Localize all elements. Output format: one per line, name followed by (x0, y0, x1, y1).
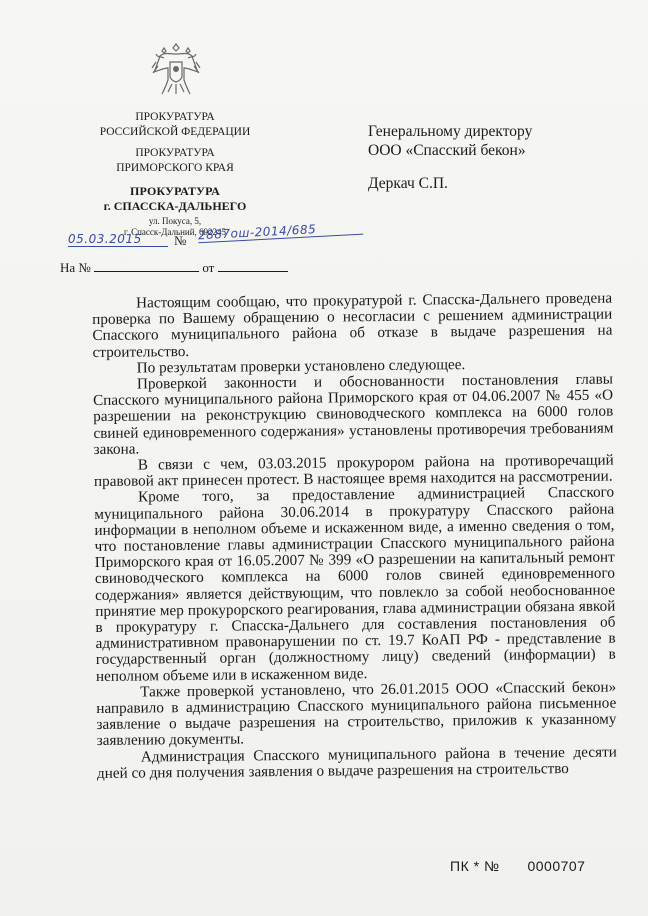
issuer-address: г. Спасск-Дальний, 692245 (123, 227, 227, 237)
issuer-line: ПРОКУРАТУРА (129, 184, 221, 198)
letter-body (92, 291, 617, 783)
outgoing-date: 05.03.2015 (68, 232, 168, 247)
reply-number-blank (94, 259, 199, 272)
issuer-line: ПРОКУРАТУРА (135, 147, 215, 159)
body-paragraph: Администрация Спасского муниципального района в течение десяти дней со дня получения заявления о выдаче разрешения на строительство (96, 743, 617, 782)
reply-date-blank (218, 259, 288, 272)
recipient-company: ООО «Спасский бекон» (368, 142, 526, 159)
from-label: от (202, 260, 215, 275)
reply-reference-line (60, 259, 288, 276)
body-paragraph: Настоящим сообщаю, что прокуратурой г. Спасска-Дальнего проведена проверка по Вашему обращению о несогласии с решением администрации Спасского муниципального района об отказе в выдаче разрешения на строительство. (92, 289, 613, 361)
form-series: ПК * № (450, 858, 500, 874)
reply-label: На № (60, 260, 91, 275)
issuer-address: ул. Покуса, 5, (148, 216, 202, 226)
outgoing-number: 2887ош-2014/685 (198, 220, 364, 244)
form-serial (450, 858, 585, 874)
issuer-line: РОССИЙСКОЙ ФЕДЕРАЦИИ (99, 126, 251, 138)
form-serial-number: 0000707 (527, 858, 586, 874)
issuer-block (80, 110, 270, 238)
recipient-name: Деркач С.П. (368, 175, 448, 192)
issuer-line: ПРОКУРАТУРА (135, 111, 215, 123)
recipient-block (368, 122, 532, 193)
russian-double-headed-eagle-icon (150, 40, 202, 96)
number-label: № (174, 233, 187, 248)
body-paragraph: Проверкой законности и обоснованности постановления главы Спасского муниципального района Приморского края от 04.06.2007 № 455 «О разрешении на реконструкцию свиноводческого комплекса на 6000 голов свиней единовременного содержания» установлены противоречия требованиям закона. (93, 370, 614, 458)
body-paragraph: По результатам проверки установлено следующее. (136, 355, 466, 377)
recipient-title: Генеральному директору (368, 123, 533, 140)
body-paragraph: Также проверкой установлено, что 26.01.2015 ООО «Спасский бекон» направило в администрацию Спасского муниципального района письменное заявление о выдаче разрешения на строительство, приложив к указанному заявлению документы. (96, 678, 617, 750)
body-paragraph: В связи с чем, 03.03.2015 прокурором района на противоречащий правовой акт принесен протест. В настоящее время находится на рассмотрении. (93, 451, 614, 491)
body-paragraph: Кроме того, за предоставление администрацией Спасского муниципального района 30.06.2014 в прокуратуру Спасского района информации в неполном объеме и искаженном виде, а именно сведения о том, что постановление главы администрации Спасского муниципального района Приморского края от 16.05.2007 № 399 «О разрешении на капитальный ремонт свиноводческого комплекса на 6000 голов свиней единовременного содержания» является действующим, что повлекло за собой необоснованное принятие мер прокурорского реагирования, глава администрации обязана явкой в прокуратуру г. Спасска-Дальнего для составления постановления об административном правонарушении по ст. 19.7 КоАП РФ - представление в государственный орган (должностному лицу) сведений (информации) в неполном объеме или в искаженном виде. (94, 483, 616, 685)
issuer-line: г. СПАССКА-ДАЛЬНЕГО (103, 199, 247, 213)
issuer-line: ПРИМОРСКОГО КРАЯ (116, 162, 234, 174)
